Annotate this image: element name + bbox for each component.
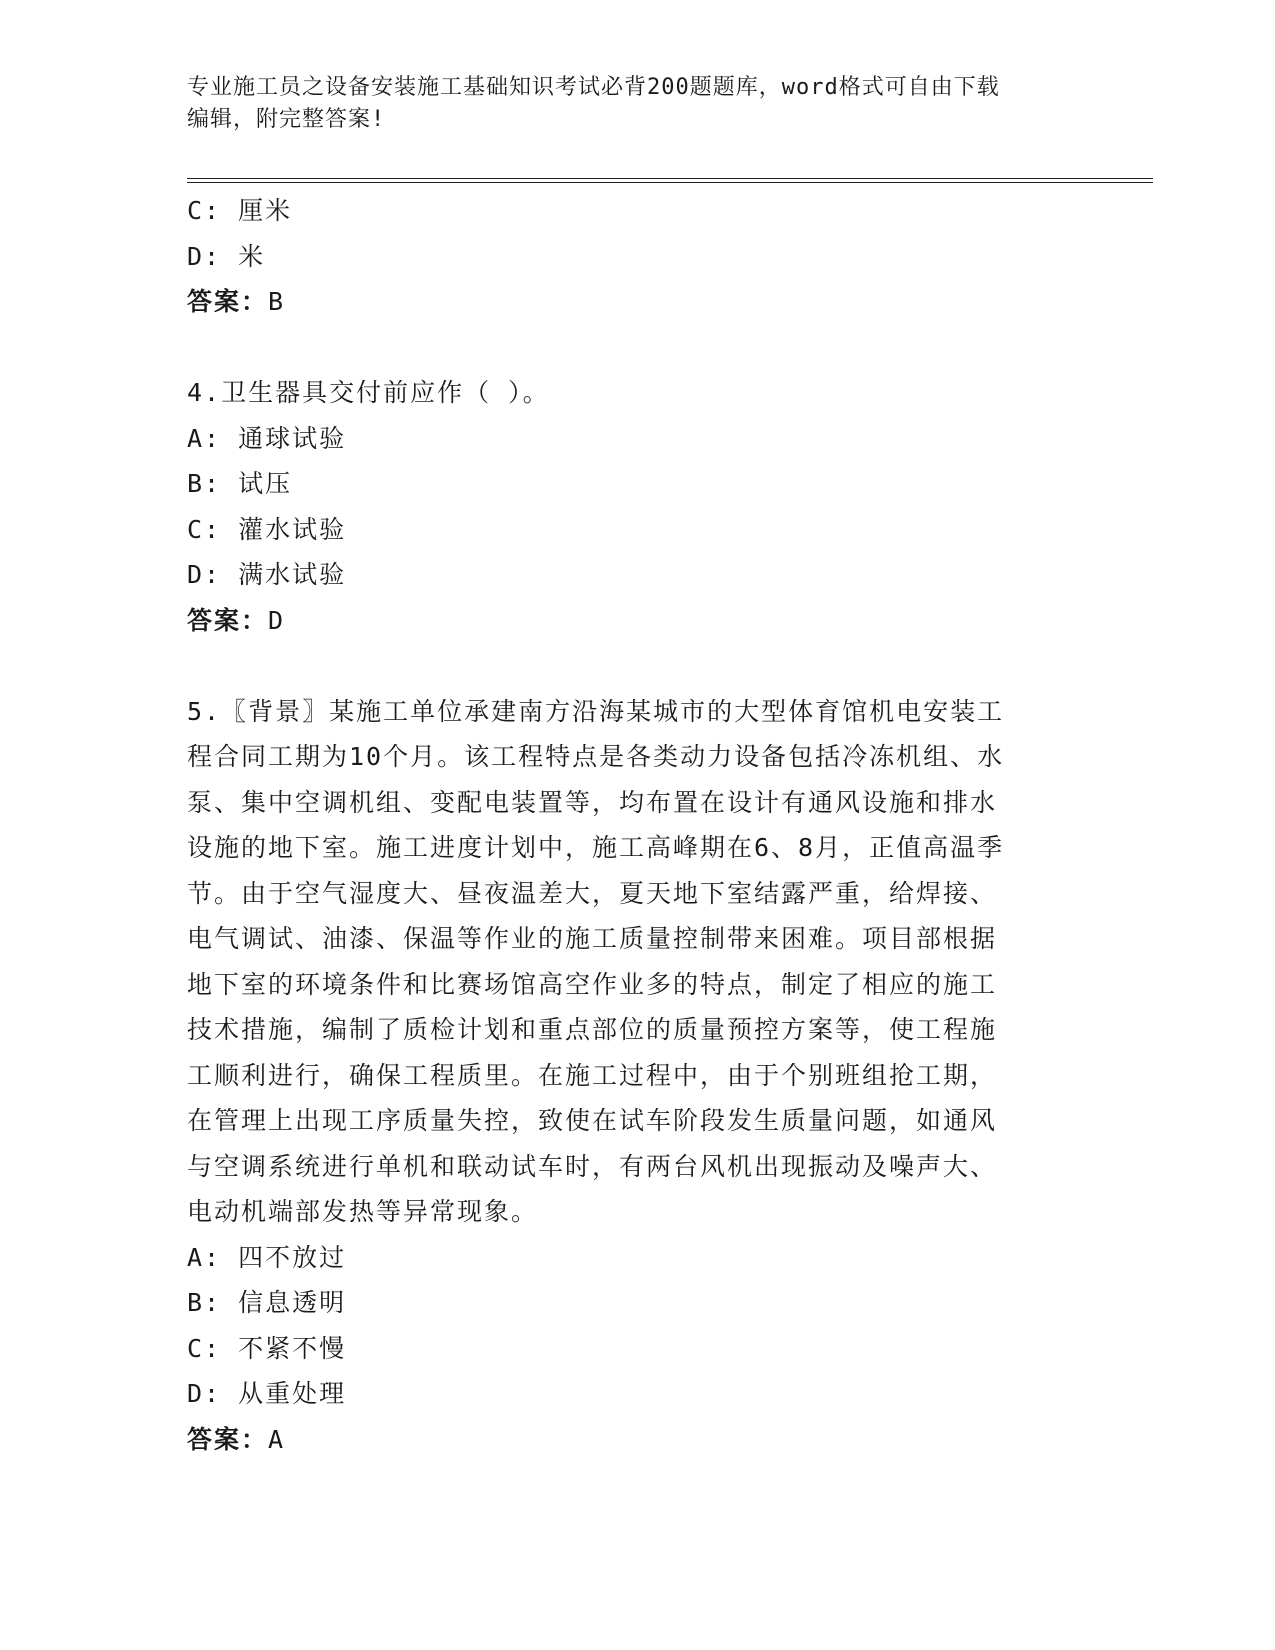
question-stem-line: 泵、集中空调机组、变配电装置等，均布置在设计有通风设施和排水 (187, 787, 998, 817)
answer-label: 答案： (187, 605, 269, 635)
answer-line (187, 598, 1087, 644)
question-stem-line: 5.〖背景〗某施工单位承建南方沿海某城市的大型体育馆机电安装工 (187, 696, 1005, 726)
header-title-line-2: 编辑，附完整答案! (187, 107, 386, 132)
question-stem-line: 电气调试、油漆、保温等作业的施工质量控制带来困难。项目部根据 (187, 924, 998, 953)
spacer (187, 643, 1087, 689)
answer-line (187, 279, 1087, 325)
question-stem-line: 节。由于空气湿度大、昼夜温差大，夏天地下室结露严重，给焊接、 (187, 878, 998, 908)
option-a: A: 通球试验 (187, 423, 347, 453)
question-4 (187, 370, 1087, 643)
option-d: D: 米 (187, 241, 266, 271)
answer-label: 答案： (187, 1424, 269, 1454)
question-stem: 4.卫生器具交付前应作（ ）。 (187, 378, 550, 407)
option-b: B: 试压 (187, 469, 293, 498)
question-stem-line: 与空调系统进行单机和联动试车时，有两台风机出现振动及噪声大、 (187, 1151, 998, 1181)
answer-label: 答案： (187, 287, 269, 316)
question-5 (187, 689, 1087, 1463)
option-d: D: 满水试验 (187, 560, 347, 589)
option-d: D: 从重处理 (187, 1379, 347, 1408)
header-title-line-1: 专业施工员之设备安装施工基础知识考试必背200题题库，word格式可自由下载 (187, 75, 1000, 100)
question-stem-line: 程合同工期为10个月。该工程特点是各类动力设备包括冷冻机组、水 (187, 742, 1005, 771)
document-header (187, 72, 1067, 136)
question-stem-line: 设施的地下室。施工进度计划中，施工高峰期在6、8月，正值高温季 (187, 833, 1005, 862)
answer-line (187, 1417, 1087, 1463)
option-a: A: 四不放过 (187, 1242, 347, 1272)
question-stem-line: 工顺利进行，确保工程质里。在施工过程中，由于个别班组抢工期， (187, 1060, 998, 1090)
answer-value: D (268, 605, 286, 635)
answer-value: A (268, 1424, 286, 1454)
question-stem-line: 地下室的环境条件和比赛场馆高空作业多的特点，制定了相应的施工 (187, 969, 998, 999)
spacer (187, 325, 1087, 371)
question-3-tail (187, 188, 1087, 325)
option-c: C: 不紧不慢 (187, 1333, 347, 1363)
option-c: C: 厘米 (187, 196, 293, 225)
answer-value: B (268, 287, 286, 316)
header-divider-bottom (187, 182, 1153, 183)
option-b: B: 信息透明 (187, 1288, 347, 1317)
question-stem-line: 在管理上出现工序质量失控，致使在试车阶段发生质量问题，如通风 (187, 1106, 998, 1135)
question-stem-line: 电动机端部发热等异常现象。 (187, 1197, 539, 1226)
question-stem-line: 技术措施，编制了质检计划和重点部位的质量预控方案等，使工程施 (187, 1015, 998, 1044)
question-body (187, 188, 1087, 1462)
header-divider-top (187, 178, 1153, 179)
option-c: C: 灌水试验 (187, 514, 347, 544)
